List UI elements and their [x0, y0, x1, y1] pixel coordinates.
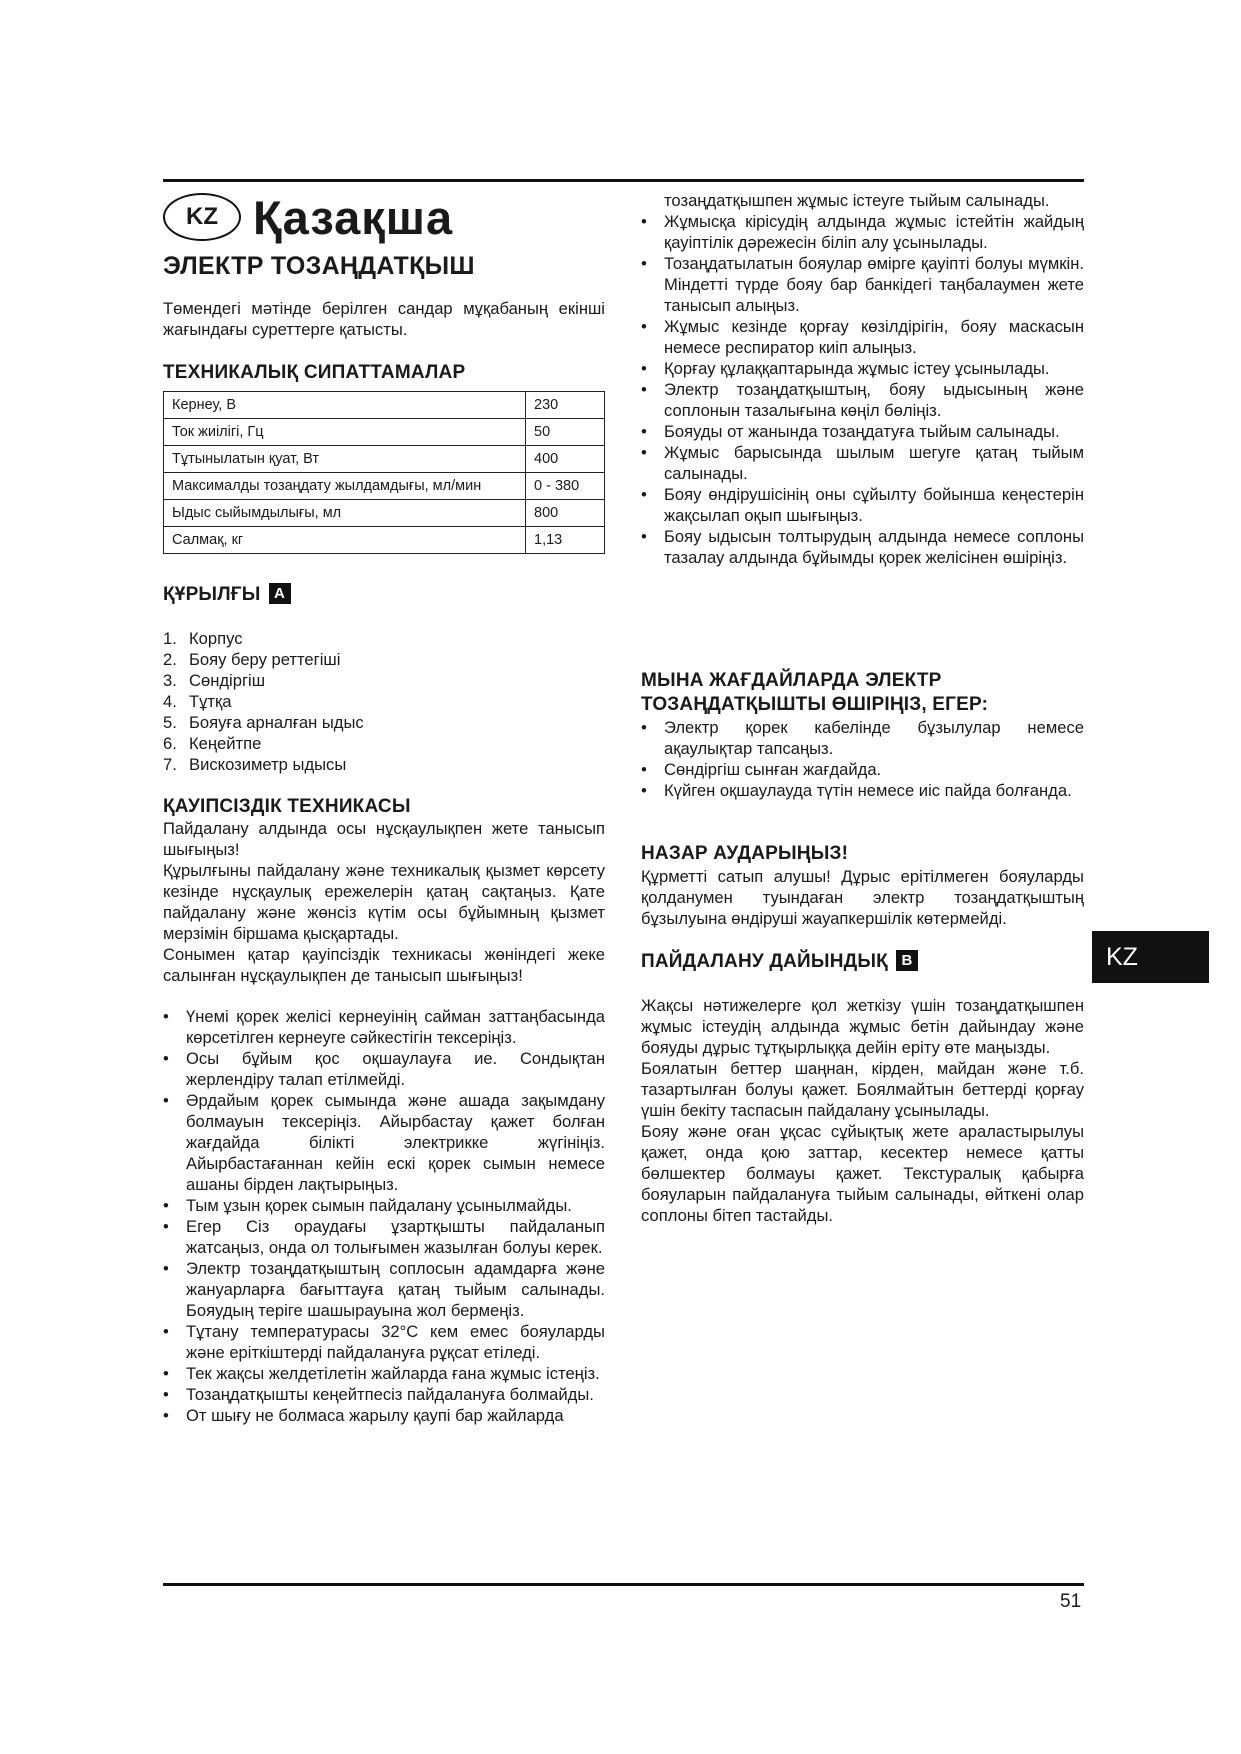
bullet-item: • Тозаңдатылатын бояулар өмірге қауіпті болуы мүмкін. Міндетті түрде бояу бар банкідегі таңбалаумен жете танысып алыңыз. — [641, 253, 1084, 316]
spec-row — [164, 419, 605, 446]
prep-heading — [641, 950, 918, 974]
bullet-item: • Тұтану температурасы 32°С кем емес бояуларды және еріткіштерді пайдалануға рұқсат етіледі. — [163, 1321, 605, 1363]
bullet-item: • Үнемі қорек желісі кернеуінің сайман заттаңбасында көрсетілген кернеуге сәйкестігін тексеріңіз. — [163, 1006, 605, 1048]
part-item — [163, 733, 605, 754]
bullet-item: • Электр қорек кабелінде бұзылулар немесе ақаулықтар тапсаңыз. — [641, 717, 1084, 759]
bullet-item: • От шығу не болмаса жарылу қаупі бар жайларда — [163, 1405, 605, 1426]
attention-text: Құрметті сатып алушы! Дұрыс ерітілмеген бояуларды қолданумен туындаған электр тозаңдатқыштың бұзылуына өндіруші жауапкершілік көтермейді. — [641, 867, 1084, 928]
safety-paragraph: Пайдалану алдында осы нұсқаулықпен жете танысып шығыңыз! — [163, 819, 605, 859]
spec-value: 0 - 380 — [526, 473, 605, 500]
part-name: Корпус — [189, 629, 243, 648]
spec-value: 400 — [526, 446, 605, 473]
bullet-item: • Қорғау құлаққаптарында жұмыс істеу ұсынылады. — [641, 358, 1084, 379]
spec-value: 230 — [526, 392, 605, 419]
part-name: Кеңейтпе — [189, 734, 262, 753]
part-item — [163, 712, 605, 733]
safety-heading: ҚАУІПСІЗДІК ТЕХНИКАСЫ — [163, 796, 411, 817]
bullet-item: • Әрдайым қорек сымында және ашада зақымдану болмауын тексеріңіз. Айырбастау қажет болған жағдайда білікті электрикке жүгініңіз. Айырбастағаннан кейін ескі қорек сымын немесе ашаны бірден лақтырыңыз. — [163, 1090, 605, 1195]
bullet-item: • Жұмыс барысында шылым шегуге қатаң тыйым салынады. — [641, 442, 1084, 484]
bullet-item: • Электр тозаңдатқыштың, бояу ыдысының және соплонын тазалығына көңіл бөліңіз. — [641, 379, 1084, 421]
part-name: Бояу беру реттегіші — [189, 650, 341, 669]
safety-paragraph: Сонымен қатар қауіпсіздік техникасы жөніндегі жеке салынған нұсқаулықпен де танысып шығыңыз! — [163, 945, 605, 985]
bullet-item: • Егер Сіз ораудағы ұзартқышты пайдаланып жатсаңыз, онда ол толығымен жазылған болуы керек. — [163, 1216, 605, 1258]
bullet-item: • Бояу өндірушісінің оны сұйылту бойынша кеңестерін жақсылап оқып шығыңыз. — [641, 484, 1084, 526]
language-side-tab: KZ — [1092, 931, 1209, 983]
bullet-item: • Күйген оқшаулауда түтін немесе иіс пайда болғанда. — [641, 780, 1084, 801]
bullet-item: • Жұмыс кезінде қорғау көзілдірігін, бояу маскасын немесе респиратор киіп алыңыз. — [641, 316, 1084, 358]
specs-heading: ТЕХНИКАЛЫҚ СИПАТТАМАЛАР — [163, 362, 466, 383]
part-number: 6. — [163, 734, 177, 753]
safety-list-right — [641, 190, 1084, 568]
part-number: 5. — [163, 713, 177, 732]
prep-paragraph: Бояу және оған ұқсас сұйықтық жете араластырылуы қажет, онда қою заттар, кесектер немесе қатты бөлшектер болмауы қажет. Текстуралық қабырға бояуларын пайдалануға тыйым салынады, өйткені олар соплоны бітеп тастайды. — [641, 1122, 1084, 1225]
part-number: 3. — [163, 671, 177, 690]
intro-text: Төмендегі мәтінде берілген сандар мұқабаның екінші жағындағы суреттерге қатысты. — [163, 299, 605, 339]
part-name: Сөндіргіш — [189, 671, 266, 690]
specs-table — [163, 391, 605, 554]
bullet-item: • Тозаңдатқышты кеңейтпесіз пайдалануға болмайды. — [163, 1384, 605, 1405]
parts-list — [163, 628, 605, 775]
safety-intro — [163, 818, 605, 986]
spec-label: Салмақ, кг — [164, 527, 526, 554]
bullet-item: • Электр тозаңдатқыштың соплосын адамдарға және жануарларға бағыттауға қатаң тыйым салынады. Бояудың теріге шашырауына жол бермеңіз. — [163, 1258, 605, 1321]
device-heading — [163, 583, 291, 607]
part-item — [163, 670, 605, 691]
spec-value: 50 — [526, 419, 605, 446]
device-heading-text: ҚҰРЫЛҒЫ — [163, 584, 261, 605]
page-title: ЭЛЕКТР ТОЗАҢДАТҚЫШ — [163, 252, 475, 280]
prep-paragraph: Боялатын беттер шаңнан, кірден, майдан және т.б. тазартылған болуы қажет. Боялмайтын беттерді қорғау үшін бекіту таспасын пайдалану ұсынылады. — [641, 1059, 1084, 1120]
spec-label: Ыдыс сыйымдылығы, мл — [164, 500, 526, 527]
bullet-item: • Тым ұзын қорек сымын пайдалану ұсынылмайды. — [163, 1195, 605, 1216]
language-header — [163, 190, 454, 244]
page-number: 51 — [1060, 1591, 1082, 1612]
bullet-item: • Бояу ыдысын толтырудың алдында немесе соплоны тазалау алдында бұйымды қорек желісінен өшіріңіз. — [641, 526, 1084, 568]
switch-off-heading — [641, 669, 1084, 717]
spec-label: Максималды тозаңдату жылдамдығы, мл/мин — [164, 473, 526, 500]
bullet-item: • Осы бұйым қос оқшаулауға ие. Сондықтан жерлендіру талап етілмейді. — [163, 1048, 605, 1090]
bullet-item: • Жұмысқа кірісудің алдында жұмыс істейтін жайдың қауіптілік дәрежесін біліп алу ұсынылады. — [641, 211, 1084, 253]
language-name: Қазақша — [253, 190, 454, 244]
spec-value: 800 — [526, 500, 605, 527]
part-item — [163, 691, 605, 712]
bottom-rule — [163, 1583, 1084, 1586]
bullet-item: • Бояуды от жанында тозаңдатуға тыйым салынады. — [641, 421, 1084, 442]
part-item — [163, 754, 605, 775]
bullet-item: • Сөндіргіш сынған жағдайда. — [641, 759, 1084, 780]
part-item — [163, 649, 605, 670]
language-code-badge: KZ — [163, 193, 241, 241]
prep-text — [641, 995, 1084, 1226]
spec-row — [164, 527, 605, 554]
prep-paragraph: Жақсы нәтижелерге қол жеткізу үшін тозаңдатқышпен жұмыс істеудің алдында жұмыс бетін дайындау және бояуды дұрыс тұтқырлыққа дейін ерiту өте маңызды. — [641, 996, 1084, 1057]
spec-value: 1,13 — [526, 527, 605, 554]
part-name: Вискозиметр ыдысы — [189, 755, 347, 774]
switch-off-heading-line2: ТОЗАҢДАТҚЫШТЫ ӨШІРІҢІЗ, ЕГЕР: — [641, 694, 989, 715]
spec-label: Кернеу, В — [164, 392, 526, 419]
part-name: Тұтқа — [189, 692, 232, 711]
prep-heading-text: ПАЙДАЛАНУ ДАЙЫНДЫҚ — [641, 951, 888, 972]
spec-label: Ток жиілігі, Гц — [164, 419, 526, 446]
safety-paragraph: Құрылғыны пайдалану және техникалық қызмет көрсету кезінде нұсқаулық ережелерін қатаң сақтаңыз. Қате пайдалану және жөнсіз күтім осы бұйымның қызмет мерзімін біршама қысқартады. — [163, 861, 605, 943]
figure-b-tag: B — [896, 950, 918, 971]
top-rule — [163, 179, 1084, 182]
bullet-continuation: тозаңдатқышпен жұмыс істеуге тыйым салынады. — [664, 191, 1050, 210]
spec-row — [164, 392, 605, 419]
part-name: Бояуға арналған ыдыс — [189, 713, 364, 732]
part-number: 1. — [163, 629, 177, 648]
part-number: 7. — [163, 755, 177, 774]
spec-label: Тұтынылатын қуат, Вт — [164, 446, 526, 473]
part-number: 4. — [163, 692, 177, 711]
safety-list-left — [163, 1006, 605, 1426]
bullet-item: • Тек жақсы желдетілетін жайларда ғана жұмыс істеңіз. — [163, 1363, 605, 1384]
switch-off-list — [641, 717, 1084, 801]
spec-row — [164, 473, 605, 500]
part-item — [163, 628, 605, 649]
switch-off-heading-line1: МЫНА ЖАҒДАЙЛАРДА ЭЛЕКТР — [641, 670, 942, 691]
figure-a-tag: A — [269, 583, 291, 604]
spec-row — [164, 500, 605, 527]
part-number: 2. — [163, 650, 177, 669]
spec-row — [164, 446, 605, 473]
attention-heading: НАЗАР АУДАРЫҢЫЗ! — [641, 843, 849, 864]
